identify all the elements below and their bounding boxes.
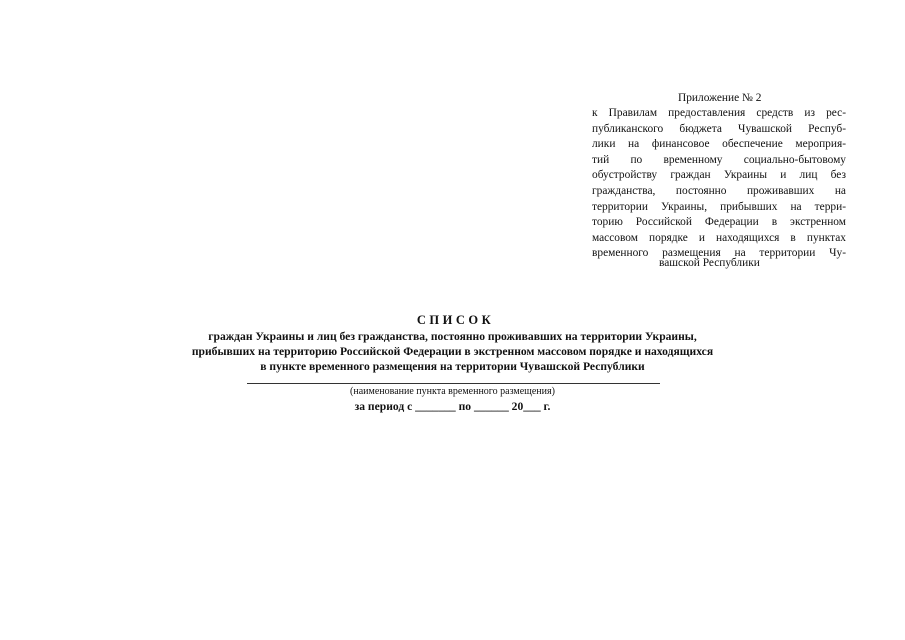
appendix-line: временного размещения на территории Чу- — [592, 247, 846, 260]
appendix-line: обустройству граждан Украины и лиц без — [592, 169, 846, 182]
list-subtitle-line: в пункте временного размещения на территории Чувашской Республики — [260, 360, 645, 373]
period-line: за период с _______ по ______ 20___ г. — [354, 400, 551, 413]
appendix-line: территории Украины, прибывших на терри- — [592, 200, 846, 213]
field-caption: (наименование пункта временного размещения) — [350, 386, 555, 397]
appendix-line: лики на финансовое обеспечение мероприя- — [592, 138, 846, 151]
appendix-line: массовом порядке и находящихся в пунктах — [592, 231, 846, 244]
appendix-title: Приложение № 2 — [678, 92, 762, 104]
appendix-line: к Правилам предоставления средств из рес- — [592, 107, 846, 119]
appendix-line: тий по временному социально-бытовому — [592, 153, 846, 166]
fill-in-line — [247, 383, 660, 384]
appendix-line: торию Российской Федерации в экстренном — [592, 216, 846, 229]
list-subtitle-line: граждан Украины и лиц без гражданства, постоянно проживавших на территории Украины, — [208, 330, 697, 343]
appendix-line: гражданства, постоянно проживавших на — [592, 184, 846, 197]
appendix-last-line: вашской Республики — [659, 257, 760, 269]
appendix-line: публиканского бюджета Чувашской Респуб- — [592, 122, 846, 135]
list-title: СПИСОК — [416, 313, 495, 327]
list-subtitle-line: прибывших на территорию Российской Федерации в экстренном массовом порядке и находящихся — [191, 345, 714, 358]
appendix-text — [592, 106, 846, 262]
